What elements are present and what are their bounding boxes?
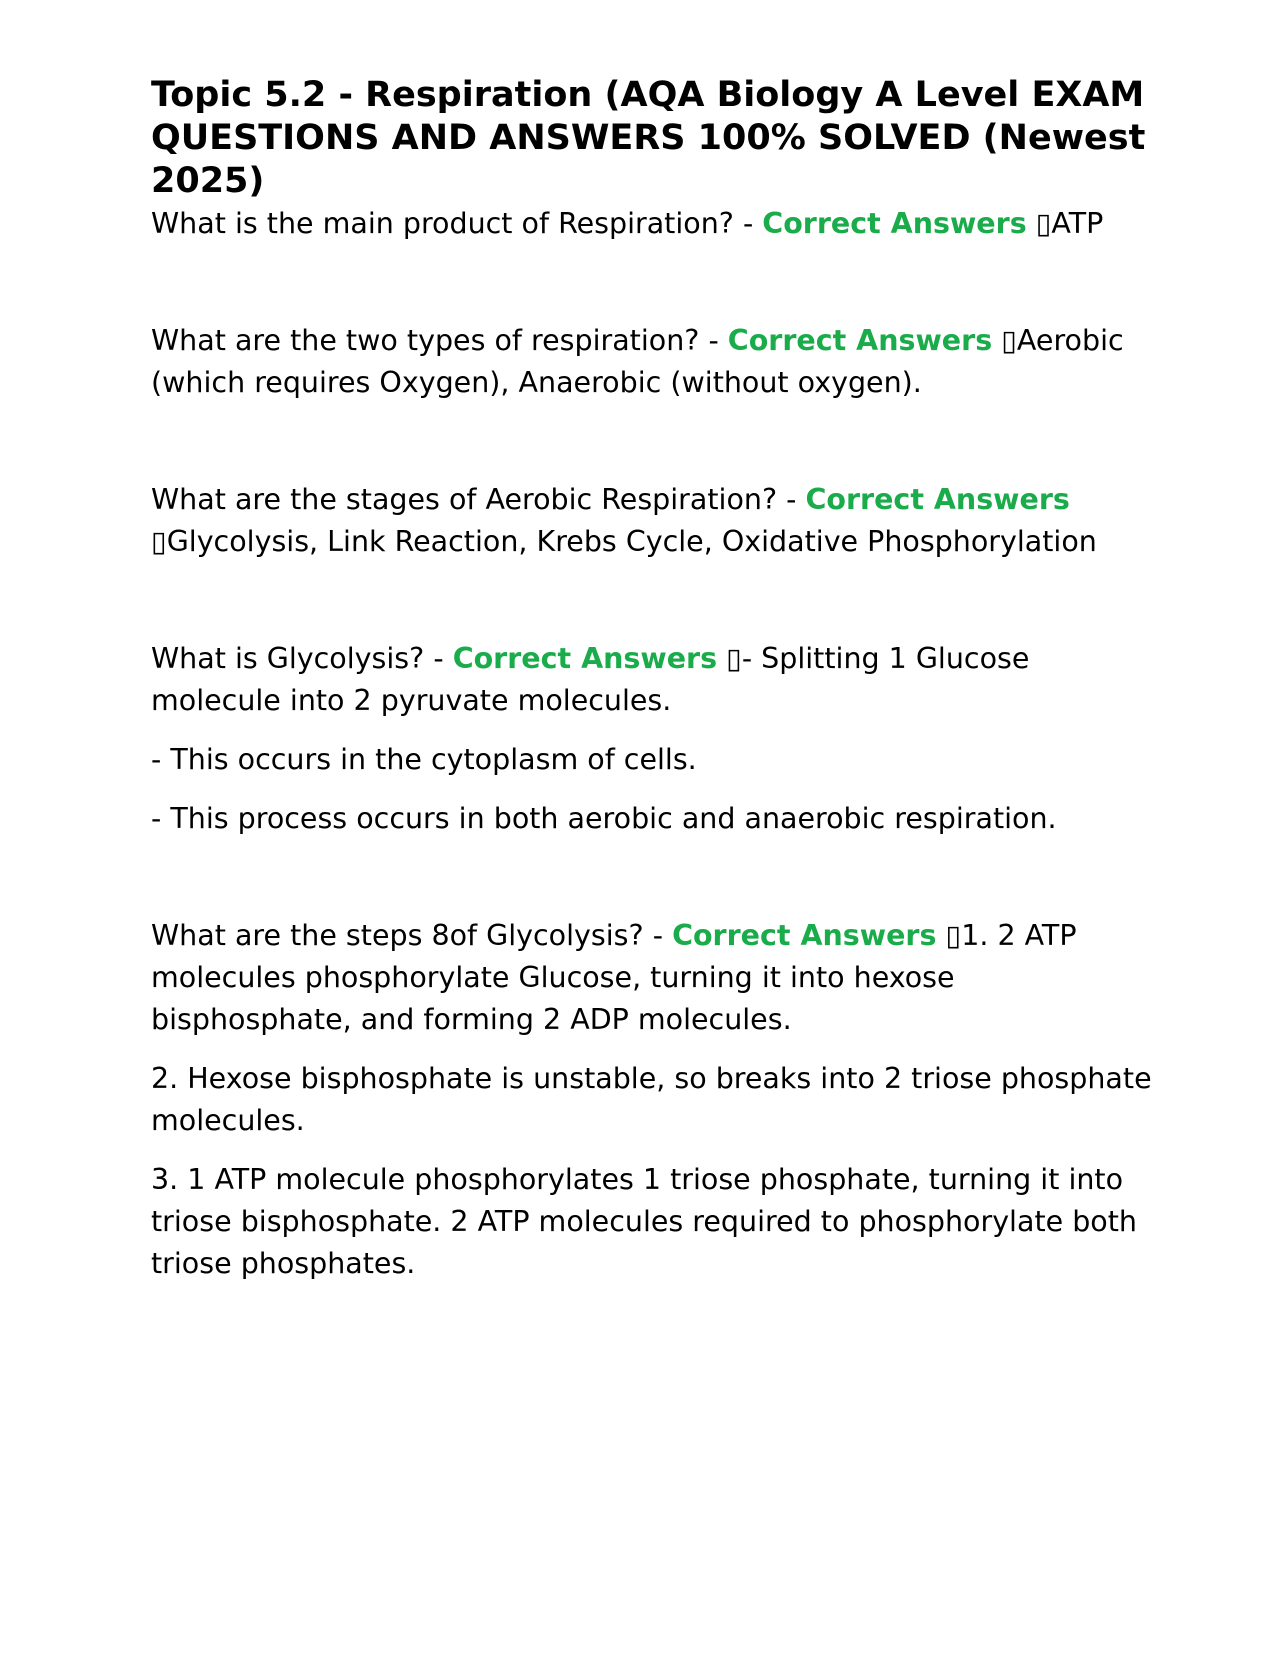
correct-answers-label: Correct Answers	[672, 919, 937, 952]
question-text: What are the steps 8of Glycolysis?	[151, 919, 644, 952]
answer-text: - Splitting 1 Glucose molecule into 2 pyruvate molecules.	[151, 642, 1030, 717]
question-text: What are the stages of Aerobic Respiration?	[151, 483, 778, 516]
missing-glyph-icon: ▯	[151, 525, 167, 558]
question-text: What is the main product of Respiration?	[151, 207, 734, 240]
correct-answers-label: Correct Answers	[762, 207, 1027, 240]
missing-glyph-icon: ▯	[726, 642, 742, 675]
qa-item	[151, 915, 1152, 1041]
separator: -	[733, 207, 763, 240]
answer-text: 1. 2 ATP molecules phosphorylate Glucose, turning it into hexose bisphosphate, and forming 2 ADP molecules.	[151, 919, 1077, 1036]
document-title: Topic 5.2 - Respiration (AQA Biology A Level EXAM QUESTIONS AND ANSWERS 100% SOLVED (Newest 2025)	[151, 75, 1146, 201]
correct-answers-label: Correct Answers	[805, 483, 1070, 516]
qa-item	[151, 320, 1152, 404]
question-text: What are the two types of respiration?	[151, 324, 700, 357]
section-gap	[151, 840, 1152, 915]
answer-continuation: - This occurs in the cytoplasm of cells.	[151, 743, 697, 776]
qa-item	[151, 479, 1152, 563]
answer-text: ATP	[1051, 207, 1104, 240]
answer-continuation: - This process occurs in both aerobic and anaerobic respiration.	[151, 802, 1057, 835]
question-text: What is Glycolysis?	[151, 642, 425, 675]
missing-glyph-icon: ▯	[1035, 207, 1052, 240]
separator: -	[424, 642, 453, 675]
separator: -	[777, 483, 806, 516]
answer-text: Aerobic (which requires Oxygen), Anaerobic (without oxygen).	[151, 324, 1124, 399]
section-gap	[151, 404, 1152, 479]
correct-answers-label: Correct Answers	[727, 324, 993, 357]
qa-item	[151, 203, 1152, 245]
correct-answers-label: Correct Answers	[452, 642, 718, 675]
separator: -	[699, 324, 728, 357]
section-gap	[151, 563, 1152, 638]
answer-continuation: 2. Hexose bisphosphate is unstable, so breaks into 2 triose phosphate molecules.	[151, 1062, 1152, 1137]
missing-glyph-icon: ▯	[945, 919, 962, 952]
missing-glyph-icon: ▯	[1001, 324, 1017, 357]
separator: -	[643, 919, 673, 952]
answer-text: Glycolysis, Link Reaction, Krebs Cycle, Oxidative Phosphorylation	[166, 525, 1097, 558]
qa-item	[151, 638, 1152, 722]
section-gap	[151, 245, 1152, 320]
qa-list	[151, 203, 1152, 1285]
answer-continuation: 3. 1 ATP molecule phosphorylates 1 triose phosphate, turning it into triose bisphosphate. 2 ATP molecules required to phosphorylate both triose phosphates.	[151, 1163, 1137, 1280]
